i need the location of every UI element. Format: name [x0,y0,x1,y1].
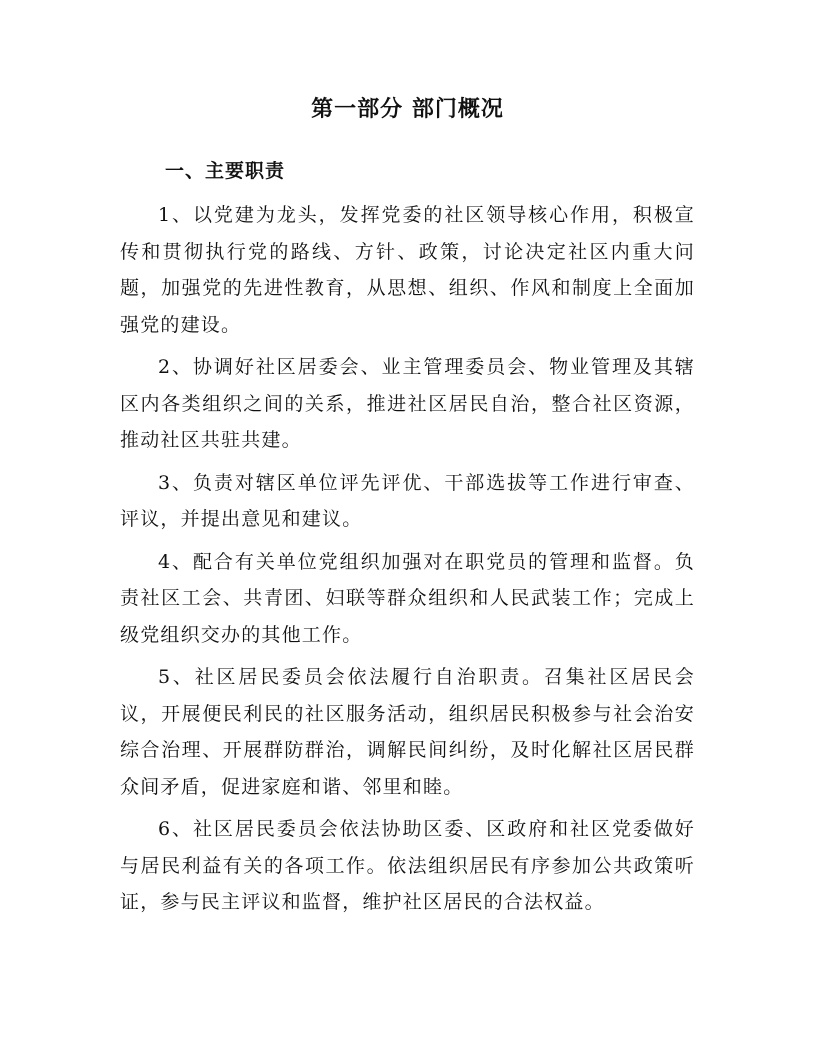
paragraph-4: 4、配合有关单位党组织加强对在职党员的管理和监督。负责社区工会、共青团、妇联等群众组织和人民武装工作；完成上级党组织交办的其他工作。 [120,550,695,646]
section-heading: 一、主要职责 [165,160,286,182]
paragraph-5: 5、社区居民委员会依法履行自治职责。召集社区居民会议，开展便民利民的社区服务活动，组织居民积极参与社会治安综合治理、开展群防群治，调解民间纠纷，及时化解社区居民群众间矛盾，促进家庭和谐、邻里和睦。 [120,666,695,798]
paragraph-3: 3、负责对辖区单位评先评优、干部选拔等工作进行审查、评议，并提出意见和建议。 [120,471,695,530]
document-body [120,197,695,927]
paragraph-1: 1、以党建为龙头，发挥党委的社区领导核心作用，积极宣传和贯彻执行党的路线、方针、政策，讨论决定社区内重大问题，加强党的先进性教育，从思想、组织、作风和制度上全面加强党的建设。 [120,204,695,336]
paragraph-2: 2、协调好社区居委会、业主管理委员会、物业管理及其辖区内各类组织之间的关系，推进社区居民自治，整合社区资源，推动社区共驻共建。 [120,356,695,451]
page-title: 第一部分 部门概况 [311,97,504,122]
paragraph-6: 6、社区居民委员会依法协助区委、区政府和社区党委做好与居民利益有关的各项工作。依法组织居民有序参加公共政策听证，参与民主评议和监督，维护社区居民的合法权益。 [120,818,695,913]
